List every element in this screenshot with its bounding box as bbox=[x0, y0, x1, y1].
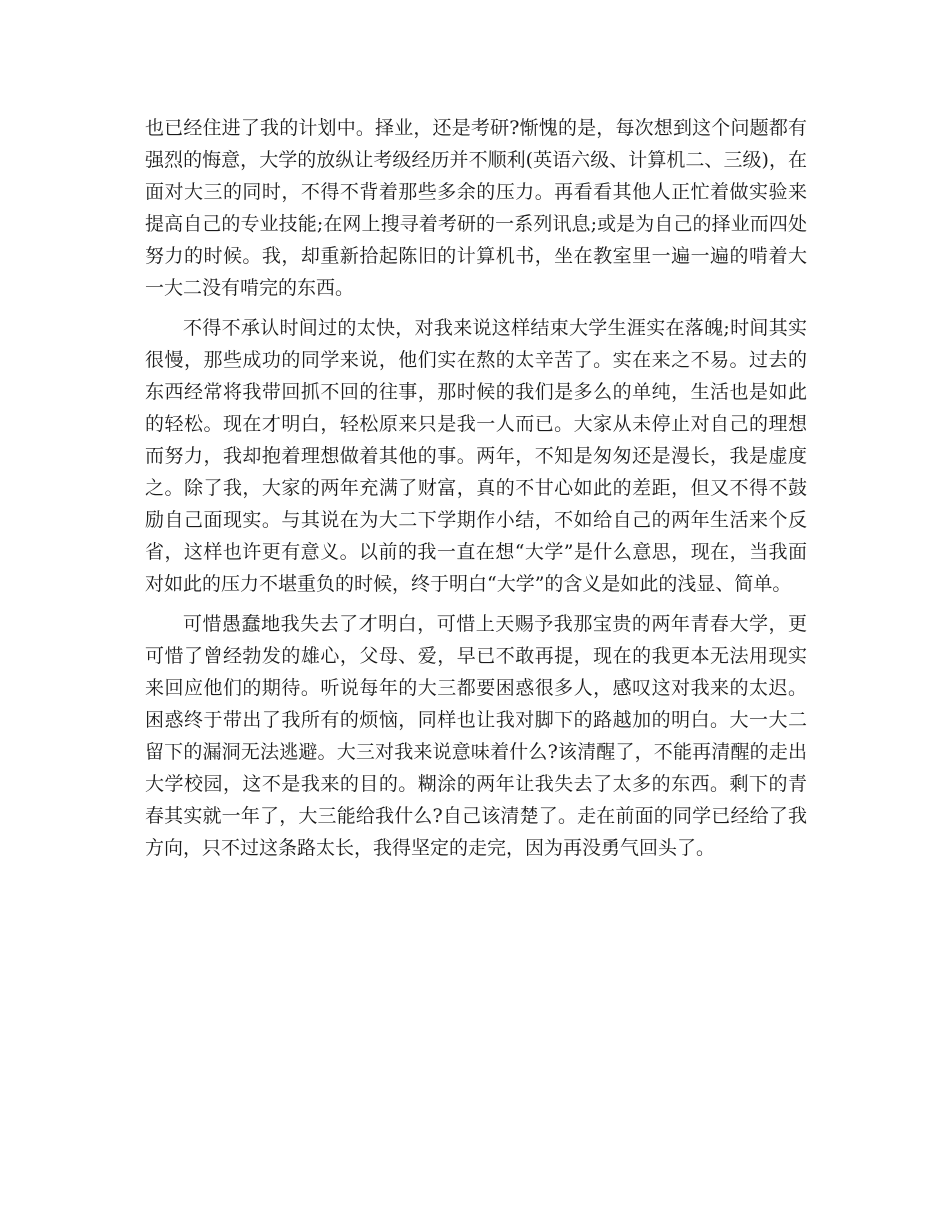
paragraph: 不得不承认时间过的太快，对我来说这样结束大学生涯实在落魄;时间其实很慢，那些成功的同学来说，他们实在熬的太辛苦了。实在来之不易。过去的东西经常将我带回抓不回的往事，那时候的我们是多么的单纯，生活也是如此的轻松。现在才明白，轻松原来只是我一人而已。大家从未停止对自己的理想而努力，我却抱着理想做着其他的事。两年，不知是匆匆还是漫长，我是虚度之。除了我，大家的两年充满了财富，真的不甘心如此的差距，但又不得不鼓励自己面现实。与其说在为大二下学期作小结，不如给自己的两年生活来个反省，这样也许更有意义。以前的我一直在想“大学”是什么意思，现在，当我面对如此的压力不堪重负的时候，终于明白“大学”的含义是如此的浅显、简单。 bbox=[145, 317, 807, 595]
paragraph: 可惜愚蠢地我失去了才明白，可惜上天赐予我那宝贵的两年青春大学，更可惜了曾经勃发的雄心，父母、爱，早已不敢再提，现在的我更本无法用现实来回应他们的期待。听说每年的大三都要困惑很多人，感叹这对我来的太迟。困惑终于带出了我所有的烦恼，同样也让我对脚下的路越加的明白。大一大二留下的漏洞无法逃避。大三对我来说意味着什么?该清醒了，不能再清醒的走出大学校园，这不是我来的目的。糊涂的两年让我失去了太多的东西。剩下的青春其实就一年了，大三能给我什么?自己该清楚了。走在前面的同学已经给了我方向，只不过这条路太长，我得坚定的走完，因为再没勇气回头了。 bbox=[145, 613, 807, 859]
document-body bbox=[145, 112, 807, 872]
paragraph-continued: 也已经住进了我的计划中。择业，还是考研?惭愧的是，每次想到这个问题都有强烈的悔意，大学的放纵让考级经历并不顺利(英语六级、计算机二、三级)，在面对大三的同时，不得不背着那些多余的压力。再看看其他人正忙着做实验来提高自己的专业技能;在网上搜寻着考研的一系列讯息;或是为自己的择业而四处努力的时候。我，却重新拾起陈旧的计算机书，坐在教室里一遍一遍的啃着大一大二没有啃完的东西。 bbox=[145, 117, 807, 299]
